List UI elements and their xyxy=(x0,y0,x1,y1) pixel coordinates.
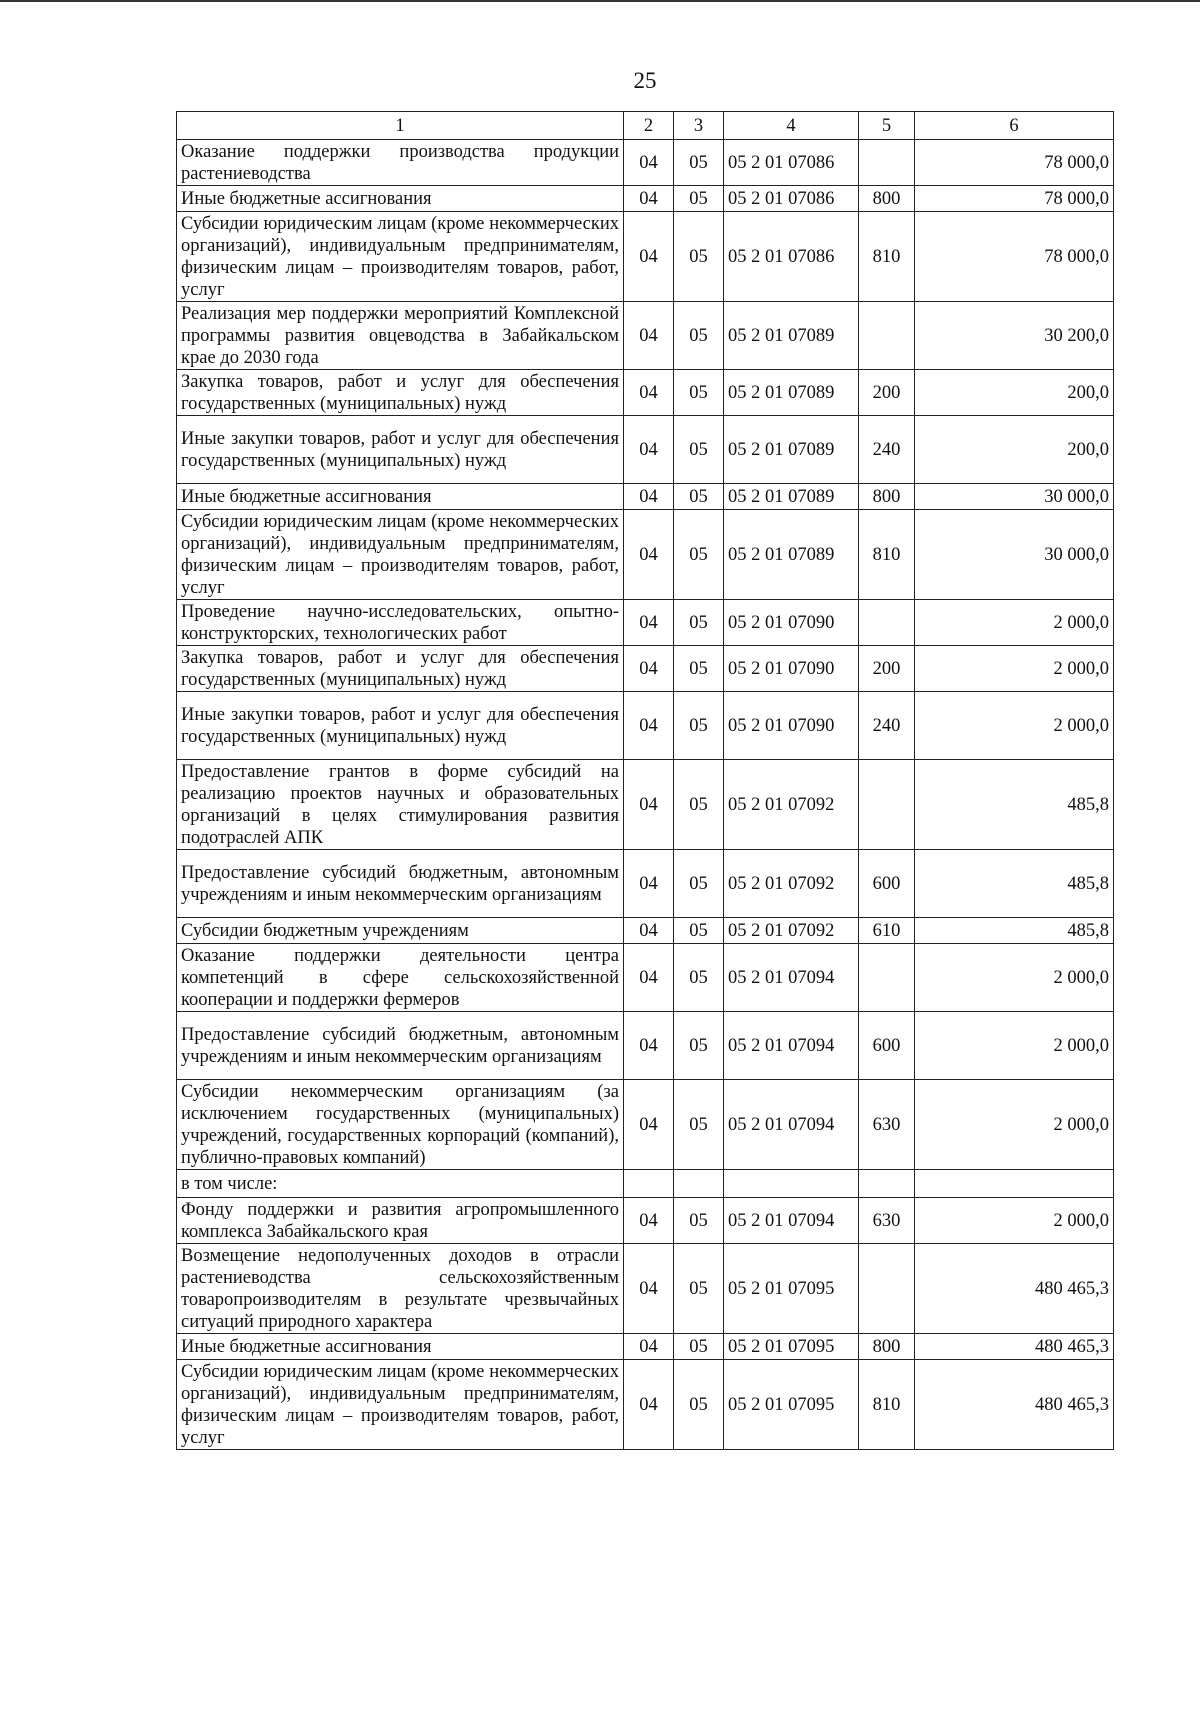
row-name: Субсидии некоммерческим организациям (за исключением государственных (муниципальных) учреждений, государственных корпораций (компаний), публично-правовых компаний) xyxy=(177,1080,624,1170)
table-row xyxy=(177,1334,1114,1360)
row-target-code: 05 2 01 07094 xyxy=(724,1198,859,1244)
row-name: Субсидии юридическим лицам (кроме некоммерческих организаций), индивидуальным предпринимателям, физическим лицам – производителям товаров, работ, услуг xyxy=(177,1360,624,1450)
row-amount: 30 200,0 xyxy=(915,302,1114,370)
row-name: Иные бюджетные ассигнования xyxy=(177,1334,624,1360)
row-target-code: 05 2 01 07089 xyxy=(724,302,859,370)
row-name: Предоставление субсидий бюджетным, автономным учреждениям и иным некоммерческим организациям xyxy=(177,1012,624,1080)
table-row xyxy=(177,1170,1114,1198)
row-expense-type xyxy=(859,944,915,1012)
row-section: 04 xyxy=(624,186,674,212)
row-amount: 485,8 xyxy=(915,760,1114,850)
row-section: 04 xyxy=(624,416,674,484)
row-name: Иные закупки товаров, работ и услуг для обеспечения государственных (муниципальных) нужд xyxy=(177,416,624,484)
row-target-code: 05 2 01 07092 xyxy=(724,918,859,944)
row-target-code: 05 2 01 07095 xyxy=(724,1360,859,1450)
row-section: 04 xyxy=(624,212,674,302)
row-section: 04 xyxy=(624,918,674,944)
row-section: 04 xyxy=(624,850,674,918)
row-name: Оказание поддержки деятельности центра компетенций в сфере сельскохозяйственной кооперации и поддержки фермеров xyxy=(177,944,624,1012)
row-name: Иные бюджетные ассигнования xyxy=(177,484,624,510)
row-name: Оказание поддержки производства продукции растениеводства xyxy=(177,140,624,186)
row-amount: 30 000,0 xyxy=(915,510,1114,600)
table-row xyxy=(177,212,1114,302)
row-subsection: 05 xyxy=(674,416,724,484)
row-section: 04 xyxy=(624,600,674,646)
row-subsection: 05 xyxy=(674,692,724,760)
row-target-code: 05 2 01 07094 xyxy=(724,1012,859,1080)
row-subsection: 05 xyxy=(674,850,724,918)
row-target-code: 05 2 01 07090 xyxy=(724,692,859,760)
row-section: 04 xyxy=(624,1244,674,1334)
row-name: Закупка товаров, работ и услуг для обеспечения государственных (муниципальных) нужд xyxy=(177,646,624,692)
scan-top-rule xyxy=(0,0,1200,2)
table-row xyxy=(177,484,1114,510)
row-target-code: 05 2 01 07086 xyxy=(724,140,859,186)
row-section: 04 xyxy=(624,944,674,1012)
row-section: 04 xyxy=(624,484,674,510)
row-expense-type: 200 xyxy=(859,370,915,416)
row-name: Субсидии бюджетным учреждениям xyxy=(177,918,624,944)
row-subsection: 05 xyxy=(674,944,724,1012)
row-section: 04 xyxy=(624,1012,674,1080)
row-target-code: 05 2 01 07094 xyxy=(724,1080,859,1170)
row-target-code: 05 2 01 07094 xyxy=(724,944,859,1012)
budget-table xyxy=(176,111,1114,1450)
row-target-code: 05 2 01 07092 xyxy=(724,760,859,850)
row-target-code: 05 2 01 07090 xyxy=(724,646,859,692)
row-expense-type: 810 xyxy=(859,510,915,600)
row-amount: 480 465,3 xyxy=(915,1360,1114,1450)
row-amount: 2 000,0 xyxy=(915,1012,1114,1080)
row-expense-type xyxy=(859,600,915,646)
row-name: Субсидии юридическим лицам (кроме некоммерческих организаций), индивидуальным предпринимателям, физическим лицам – производителям товаров, работ, услуг xyxy=(177,510,624,600)
row-subsection: 05 xyxy=(674,186,724,212)
row-section: 04 xyxy=(624,302,674,370)
row-section: 04 xyxy=(624,1198,674,1244)
row-expense-type: 810 xyxy=(859,1360,915,1450)
table-row xyxy=(177,186,1114,212)
table-row xyxy=(177,1012,1114,1080)
row-expense-type xyxy=(859,1244,915,1334)
row-subsection: 05 xyxy=(674,1198,724,1244)
row-expense-type: 600 xyxy=(859,850,915,918)
row-section: 04 xyxy=(624,140,674,186)
row-amount: 485,8 xyxy=(915,850,1114,918)
row-subsection: 05 xyxy=(674,140,724,186)
row-subsection: 05 xyxy=(674,1244,724,1334)
column-header: 3 xyxy=(674,112,724,140)
row-subsection: 05 xyxy=(674,1080,724,1170)
row-section: 04 xyxy=(624,370,674,416)
row-amount: 485,8 xyxy=(915,918,1114,944)
row-name: Проведение научно-исследовательских, опытно-конструкторских, технологических работ xyxy=(177,600,624,646)
row-expense-type xyxy=(859,1170,915,1198)
row-subsection xyxy=(674,1170,724,1198)
row-section xyxy=(624,1170,674,1198)
row-name: Фонду поддержки и развития агропромышленного комплекса Забайкальского края xyxy=(177,1198,624,1244)
table-row xyxy=(177,510,1114,600)
row-target-code: 05 2 01 07086 xyxy=(724,212,859,302)
row-subsection: 05 xyxy=(674,760,724,850)
column-header-row xyxy=(177,112,1114,140)
row-section: 04 xyxy=(624,692,674,760)
row-section: 04 xyxy=(624,646,674,692)
row-amount: 78 000,0 xyxy=(915,186,1114,212)
column-header: 6 xyxy=(915,112,1114,140)
row-name: Иные закупки товаров, работ и услуг для обеспечения государственных (муниципальных) нужд xyxy=(177,692,624,760)
row-expense-type xyxy=(859,302,915,370)
row-target-code xyxy=(724,1170,859,1198)
row-subsection: 05 xyxy=(674,600,724,646)
row-subsection: 05 xyxy=(674,302,724,370)
table-row xyxy=(177,302,1114,370)
row-name: Предоставление грантов в форме субсидий на реализацию проектов научных и образовательных организаций в целях стимулирования развития подотраслей АПК xyxy=(177,760,624,850)
table-row xyxy=(177,918,1114,944)
row-amount: 2 000,0 xyxy=(915,646,1114,692)
row-section: 04 xyxy=(624,1080,674,1170)
table-row xyxy=(177,370,1114,416)
table-row xyxy=(177,1198,1114,1244)
row-amount: 78 000,0 xyxy=(915,212,1114,302)
row-expense-type: 800 xyxy=(859,186,915,212)
row-subsection: 05 xyxy=(674,1334,724,1360)
row-expense-type: 600 xyxy=(859,1012,915,1080)
column-header: 4 xyxy=(724,112,859,140)
row-target-code: 05 2 01 07095 xyxy=(724,1244,859,1334)
row-target-code: 05 2 01 07089 xyxy=(724,484,859,510)
row-amount: 200,0 xyxy=(915,370,1114,416)
row-target-code: 05 2 01 07089 xyxy=(724,370,859,416)
table-row xyxy=(177,692,1114,760)
row-name: Иные бюджетные ассигнования xyxy=(177,186,624,212)
row-amount xyxy=(915,1170,1114,1198)
row-target-code: 05 2 01 07090 xyxy=(724,600,859,646)
table-row xyxy=(177,1244,1114,1334)
row-name: Реализация мер поддержки мероприятий Комплексной программы развития овцеводства в Забайкальском крае до 2030 года xyxy=(177,302,624,370)
row-amount: 78 000,0 xyxy=(915,140,1114,186)
row-amount: 2 000,0 xyxy=(915,944,1114,1012)
row-expense-type xyxy=(859,760,915,850)
row-subsection: 05 xyxy=(674,646,724,692)
table-row xyxy=(177,944,1114,1012)
row-expense-type: 240 xyxy=(859,416,915,484)
table-row xyxy=(177,850,1114,918)
row-expense-type: 800 xyxy=(859,484,915,510)
row-name: Закупка товаров, работ и услуг для обеспечения государственных (муниципальных) нужд xyxy=(177,370,624,416)
table-row xyxy=(177,1360,1114,1450)
row-subsection: 05 xyxy=(674,1360,724,1450)
row-expense-type: 610 xyxy=(859,918,915,944)
row-section: 04 xyxy=(624,510,674,600)
row-target-code: 05 2 01 07089 xyxy=(724,510,859,600)
row-subsection: 05 xyxy=(674,1012,724,1080)
row-amount: 480 465,3 xyxy=(915,1244,1114,1334)
row-target-code: 05 2 01 07095 xyxy=(724,1334,859,1360)
row-name: Возмещение недополученных доходов в отрасли растениеводства сельскохозяйственным товаропроизводителям в результате чрезвычайных ситуаций природного характера xyxy=(177,1244,624,1334)
row-expense-type: 800 xyxy=(859,1334,915,1360)
row-amount: 30 000,0 xyxy=(915,484,1114,510)
table-row xyxy=(177,140,1114,186)
row-subsection: 05 xyxy=(674,212,724,302)
table-row xyxy=(177,646,1114,692)
row-target-code: 05 2 01 07092 xyxy=(724,850,859,918)
column-header: 1 xyxy=(177,112,624,140)
row-expense-type: 240 xyxy=(859,692,915,760)
row-amount: 480 465,3 xyxy=(915,1334,1114,1360)
row-amount: 2 000,0 xyxy=(915,692,1114,760)
table-row xyxy=(177,416,1114,484)
row-subsection: 05 xyxy=(674,370,724,416)
row-subsection: 05 xyxy=(674,510,724,600)
row-name: Субсидии юридическим лицам (кроме некоммерческих организаций), индивидуальным предпринимателям, физическим лицам – производителям товаров, работ, услуг xyxy=(177,212,624,302)
row-target-code: 05 2 01 07089 xyxy=(724,416,859,484)
row-expense-type: 810 xyxy=(859,212,915,302)
row-expense-type: 200 xyxy=(859,646,915,692)
row-expense-type: 630 xyxy=(859,1080,915,1170)
table-row xyxy=(177,600,1114,646)
table-row xyxy=(177,1080,1114,1170)
row-expense-type xyxy=(859,140,915,186)
row-amount: 2 000,0 xyxy=(915,1080,1114,1170)
row-expense-type: 630 xyxy=(859,1198,915,1244)
row-section: 04 xyxy=(624,1334,674,1360)
row-name: в том числе: xyxy=(177,1170,624,1198)
row-subsection: 05 xyxy=(674,484,724,510)
row-name: Предоставление субсидий бюджетным, автономным учреждениям и иным некоммерческим организациям xyxy=(177,850,624,918)
page-number: 25 xyxy=(633,68,657,93)
row-section: 04 xyxy=(624,760,674,850)
row-amount: 200,0 xyxy=(915,416,1114,484)
row-amount: 2 000,0 xyxy=(915,1198,1114,1244)
row-target-code: 05 2 01 07086 xyxy=(724,186,859,212)
column-header: 2 xyxy=(624,112,674,140)
column-header: 5 xyxy=(859,112,915,140)
table-row xyxy=(177,760,1114,850)
row-section: 04 xyxy=(624,1360,674,1450)
row-amount: 2 000,0 xyxy=(915,600,1114,646)
row-subsection: 05 xyxy=(674,918,724,944)
